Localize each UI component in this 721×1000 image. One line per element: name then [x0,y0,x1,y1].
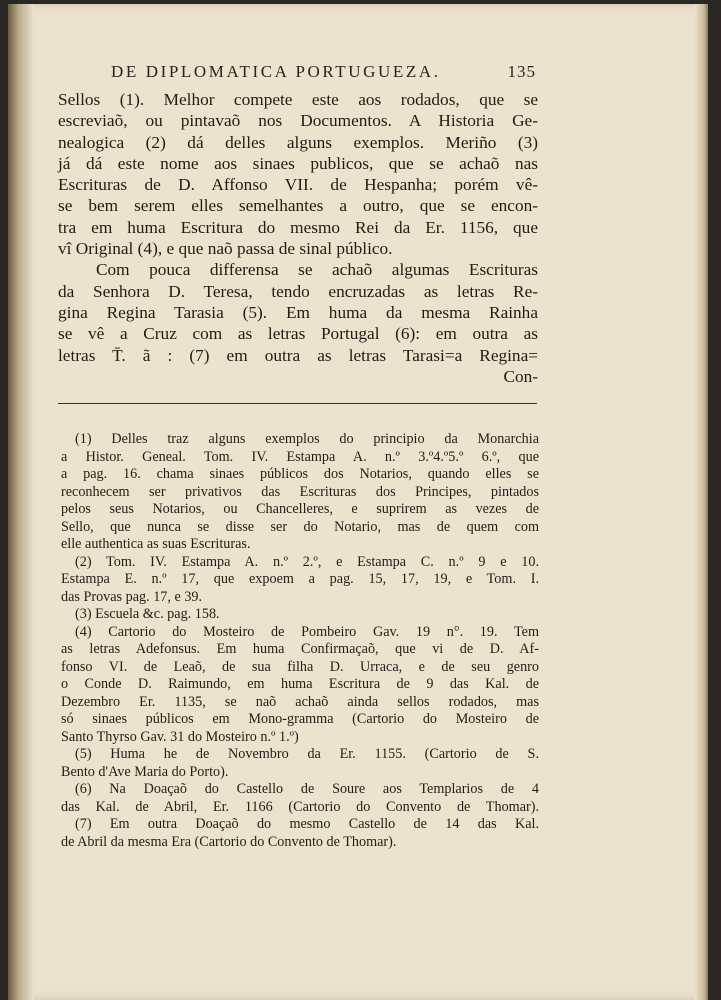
footnote-line: a Histor. Geneal. Tom. IV. Estampa A. n.º 3.º4.º5.º 6.º, que [61,448,539,465]
footnote-divider [58,403,537,404]
footnote-line: (3) Escuela &c. pag. 158. [75,606,220,622]
footnote-line: elle authentica as suas Escrituras. [61,536,251,552]
text-line: Sellos (1). Melhor compete este aos rodados, que se [58,90,538,109]
footnote-line: (5) Huma he de Novembro da Er. 1155. (Cartorio de S. [75,746,539,762]
text-line: escreviaõ, ou pintavaõ nos Documentos. A Historia Ge- [58,111,538,131]
footnote-line: Dezembro Er. 1135, se naõ achaõ ainda sellos rodados, mas [61,693,539,710]
footnote-line: (7) Em outra Doaçaõ do mesmo Castello de 14 das Kal. [75,816,539,832]
footnote-line: (1) Delles traz alguns exemplos do principio da Monarchia [75,431,539,447]
text-line: nealogica (2) dá delles alguns exemplos. Meriño (3) [58,132,538,152]
text-line: tra em huma Escritura do mesmo Rei da Er. 1156, que [58,217,538,237]
footnote-line: só sinaes públicos em Mono-gramma (Cartorio do Mosteiro de [61,711,539,727]
footnote-line: (6) Na Doaçaõ do Castello de Soure aos Templarios de 4 [75,781,539,797]
footnote-line: Estampa E. n.º 17, que expoem a pag. 15, 17, 19, e Tom. I. [61,571,539,587]
text-line: se vê a Cruz com as letras Portugal (6): em outra as [58,324,538,344]
text-line: gina Regina Tarasia (5). Em huma da mesma Rainha [58,302,538,322]
text-line: vî Original (4), e que naõ passa de sinal público. [58,239,393,259]
running-header [111,62,536,88]
footnote-line: Bento d'Ave Maria do Porto). [61,763,229,780]
footnote-line: reconhecem ser privativos das Escrituras dos Principes, pintados [61,483,539,500]
text-line: da Senhora D. Teresa, tendo encruzadas as letras Re- [58,281,538,301]
page-gutter [8,4,34,1000]
footnote-line: Santo Thyrso Gav. 31 do Mosteiro n.º 1.º) [61,728,299,745]
text-line: se bem serem elles semelhantes a outro, que se encon- [58,196,538,216]
page-number: 135 [507,62,536,81]
text-line: já dá este nome aos sinaes publicos, que se achaõ nas [58,153,538,173]
footnote-line: das Kal. de Abril, Er. 1166 (Cartorio do Convento de Thomar). [61,798,539,815]
footnote-line: as letras Adefonsus. Em huma Confirmaçaõ, que vi de D. Af- [61,641,539,657]
footnote-line: fonso VI. de Leaõ, de sua filha D. Urraca, e de seu genro [61,658,539,675]
footnote-line: das Provas pag. 17, e 39. [61,588,203,605]
footnote-line: o Conde D. Raimundo, em huma Escritura de 9 das Kal. de [61,676,539,692]
running-title: DE DIPLOMATICA PORTUGUEZA. [111,62,441,81]
book-page [8,4,708,1000]
catchword: Con- [503,366,538,386]
text-line: Com pouca differensa se achaõ algumas Escrituras [96,260,538,280]
footnote-line: (4) Cartorio do Mosteiro de Pombeiro Gav. 19 n°. 19. Tem [75,623,539,640]
footnote-line: de Abril da mesma Era (Cartorio do Convento de Thomar). [61,833,397,850]
footnote-line: a pag. 16. chama sinaes públicos dos Notarios, quando elles se [61,466,539,482]
footnotes-block [61,431,539,851]
page-edge [694,4,708,1000]
text-line: letras T̄. ã : (7) em outra as letras Tarasi=a Regina= [58,345,538,365]
footnote-line: Sello, que nunca se disse ser do Notario, mas de quem com [61,518,539,535]
main-text-block [58,89,538,387]
footnote-line: (2) Tom. IV. Estampa A. n.º 2.º, e Estampa C. n.º 9 e 10. [75,553,539,570]
footnote-line: pelos seus Notarios, ou Chancelleres, e suprirem as vezes de [61,501,539,517]
text-line: Escrituras de D. Affonso VII. de Hespanha; porém vê- [58,175,538,195]
